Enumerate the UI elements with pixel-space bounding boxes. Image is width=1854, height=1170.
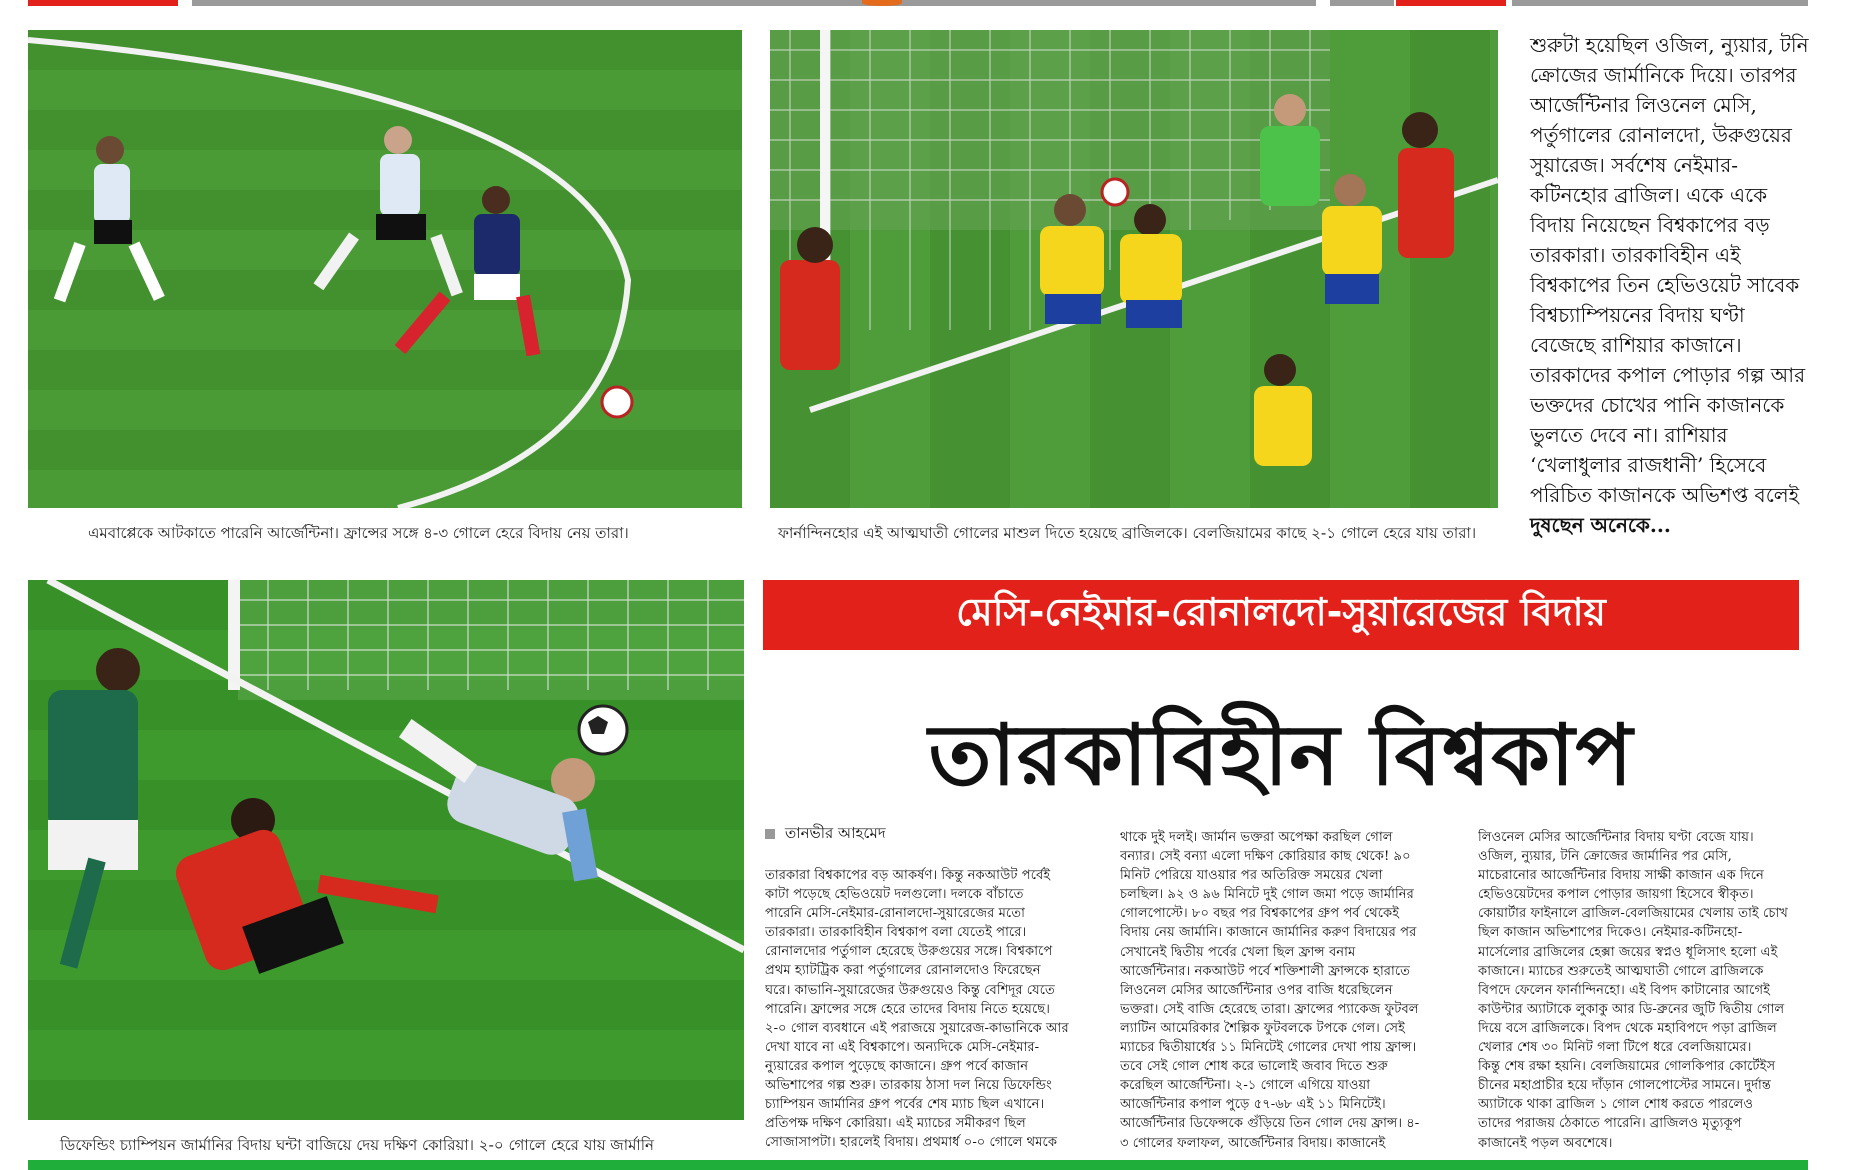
top-gray-strip-right — [1512, 0, 1808, 6]
article-column-2: থাকে দুই দলই। জার্মান ভক্তরা অপেক্ষা করছিল গোল বন্যার। সেই বন্যা এলো দক্ষিণ কোরিয়ার কাছ থেকে! ৯০ মিনিট পেরিয়ে যাওয়ার পর অতিরিক্ত সময়ের খেলা চলছিল। ৯২ ও ৯৬ মিনিটে দুই গোল জমা পড়ে জার্মানির গোলপোস্টে। ৮০ বছর পর বিশ্বকাপের গ্রুপ পর্ব থেকেই বিদায় নেয় জার্মানি। কাজানে জার্মানির করুণ বিদায়ের পর সেখানেই দ্বিতীয় পর্বের খেলা ছিল ফ্রান্স বনাম আর্জেন্টিনার। নকআউট পর্বে শক্তিশালী ফ্রান্সকে হারাতে লিওনেল মেসির আর্জেন্টিনার ওপর বাজি ধরেছিলেন ভক্তরা। সেই বাজি হেরেছে তারা। ফ্রান্সের প্যাকেজ ফুটবল ল্যাটিন আমেরিকার শৈল্পিক ফুটবলকে টপকে গেল। সেই ম্যাচের দ্বিতীয়ার্ধের ১১ মিনিটেই গোলের দেখা পায় ফ্রান্স। তবে সেই গোল শোধ করে ভালোই জবাব দিতে শুরু করেছিল আর্জেন্টিনা। ২-১ গোলে এগিয়ে যাওয়া আর্জেন্টিনার কপাল পুড়ে ৫৭-৬৮ এই ১১ মিনিটেই। আর্জেন্টিনার ডিফেন্সকে গুঁড়িয়ে তিন গোল দেয় ফ্রান্স। ৪- ৩ গোলের ফলাফল, আর্জেন্টিনার বিদায়। কাজানেই — [1120, 830, 1420, 1151]
kicker-banner — [763, 580, 1799, 650]
top-gray-strip-small — [1330, 0, 1394, 6]
byline-square-icon — [765, 829, 775, 839]
top-gray-strip — [192, 0, 1316, 6]
bottom-green-rule — [28, 1160, 1808, 1170]
photo-germany-vs-south-korea — [28, 580, 744, 1120]
main-headline: তারকাবিহীন বিশ্বকাপ — [928, 705, 1634, 804]
top-flare-decoration — [862, 0, 902, 6]
side-intro-text: শুরুটা হয়েছিল ওজিল, ন্যুয়ার, টনি ক্রোজের জার্মানিকে দিয়ে। তারপর আর্জেন্টিনার লিওনেল মেসি, পর্তুগালের রোনালদো, উরুগুয়ের সুয়ারেজ। সর্বশেষ নেইমার- কটিনহোর ব্রাজিল। একে একে বিদায় নিয়েছেন বিশ্বকাপের বড় তারকারা। তারকাবিহীন এই বিশ্বকাপের তিন হেভিওয়েট সাবেক বিশ্বচ্যাম্পিয়নের বিদায় ঘণ্টা বেজেছে রাশিয়ার কাজানে। তারকাদের কপাল পোড়ার গল্প আর ভক্তদের চোখের পানি কাজানকে ভুলতে দেবে না। রাশিয়ার ‘খেলাধুলার রাজধানী’ হিসেবে পরিচিত কাজানকে অভিশপ্ত বলেই দুষছেন অনেকে... — [1530, 33, 1809, 537]
photo-mbappe-vs-argentina — [28, 30, 742, 508]
top-red-strip-left — [28, 0, 178, 6]
photo3-caption: ডিফেন্ডিং চ্যাম্পিয়ন জার্মানির বিদায় ঘন্টা বাজিয়ে দেয় দক্ষিণ কোরিয়া। ২-০ গোলে হেরে যায় জার্মানি — [60, 1136, 654, 1154]
photo-fernandinho-own-goal — [770, 30, 1498, 508]
photo1-caption: এমবাপ্পেকে আটকাতে পারেনি আর্জেন্টিনা। ফ্রান্সের সঙ্গে ৪-৩ গোলে হেরে বিদায় নেয় তারা। — [88, 524, 629, 542]
article-column-1: তারকারা বিশ্বকাপের বড় আকর্ষণ। কিন্তু নকআউট পর্বেই কাটা পড়েছে হেভিওয়েট দলগুলো। দলকে বাঁচাতে পারেনি মেসি-নেইমার-রোনালদো-সুয়ারেজের মতো তারকারা। তারকাবিহীন বিশ্বকাপ বলা যেতেই পারে। রোনালদোর পর্তুগাল হেরেছে উরুগুয়ের সঙ্গে। বিশ্বকাপে প্রথম হ্যাটট্রিক করা পর্তুগালের রোনালদোও ফিরেছেন ঘরে। কাভানি-সুয়ারেজের উরুগুয়েও কিন্তু বেশিদূর যেতে পারেনি। ফ্রান্সের সঙ্গে হেরে তাদের বিদায় নিতে হয়েছে। ২-০ গোল ব্যবধানে এই পরাজয়ে সুয়ারেজ-কাভানিকে আর দেখা যাবে না এই বিশ্বকাপে। অন্যদিকে মেসি-নেইমার- ন্যুয়ারের কপাল পুড়েছে কাজানে। গ্রুপ পর্বে কাজান অভিশাপের গল্প শুরু। তারকায় ঠাসা দল নিয়ে ডিফেন্ডিং চ্যাম্পিয়ন জার্মানির গ্রুপ পর্বের শেষ ম্যাচ ছিল এখানে। প্রতিপক্ষ দক্ষিণ কোরিয়া। এই ম্যাচের সমীকরণ ছিল সোজাসাপটা। হারলেই বিদায়। প্রথমার্ধ ০-০ গোলে থমকে — [765, 868, 1069, 1151]
kicker-text: মেসি-নেইমার-রোনালদো-সুয়ারেজের বিদায় — [956, 590, 1606, 634]
top-red-strip-right — [1396, 0, 1506, 6]
byline — [765, 822, 886, 847]
article-column-3: লিওনেল মেসির আর্জেন্টিনার বিদায় ঘণ্টা বেজে যায়। ওজিল, ন্যুয়ার, টনি ক্রোজের জার্মানির পর মেসি, মাচেরানোর আর্জেন্টিনার বিদায় সাক্ষী কাজান এক দিনে হেভিওয়েটদের কপাল পোড়ার জায়গা হিসেবে স্বীকৃত। কোয়ার্টার ফাইনালে ব্রাজিল-বেলজিয়ামের খেলায় তাই চোখ ছিল কাজান অভিশাপের দিকেও। নেইমার-কটিনহো- মার্সেলোর ব্রাজিলের হেক্সা জয়ের স্বপ্নও ধূলিসাৎ হলো এই কাজানে। ম্যাচের শুরুতেই আত্মঘাতী গোলে ব্রাজিলকে বিপদে ফেলেন ফার্নান্দিনহো। এই বিপদ কাটানোর আগেই কাউন্টার অ্যাটাকে লুকাকু আর ডি-ব্রুনের জুটি দ্বিতীয় গোল দিয়ে বসে ব্রাজিলকে। বিপদ থেকে মহাবিপদে পড়া ব্রাজিল খেলার শেষ ৩০ মিনিট গলা টিপে ধরে বেলজিয়ামের। কিন্তু শেষ রক্ষা হয়নি। বেলজিয়ামের গোলকিপার কোর্টেইস চীনের মহাপ্রাচীর হয়ে দাঁড়ান গোলপোস্টের সামনে। দুর্দান্ত অ্যাটাকে থাকা ব্রাজিল ১ গোল শোধ করতে পারলেও তাদের পরাজয় ঠেকাতে পারেনি। ব্রাজিলও মৃত্যুকূপ কাজানেই পড়ল অবশেষে। — [1478, 830, 1788, 1151]
photo2-caption: ফার্নান্দিনহোর এই আত্মঘাতী গোলের মাশুল দিতে হয়েছে ব্রাজিলকে। বেলজিয়ামের কাছে ২-১ গোলে হেরে যায় তারা। — [778, 524, 1477, 542]
byline-author: তানভীর আহমেদ — [785, 824, 886, 842]
